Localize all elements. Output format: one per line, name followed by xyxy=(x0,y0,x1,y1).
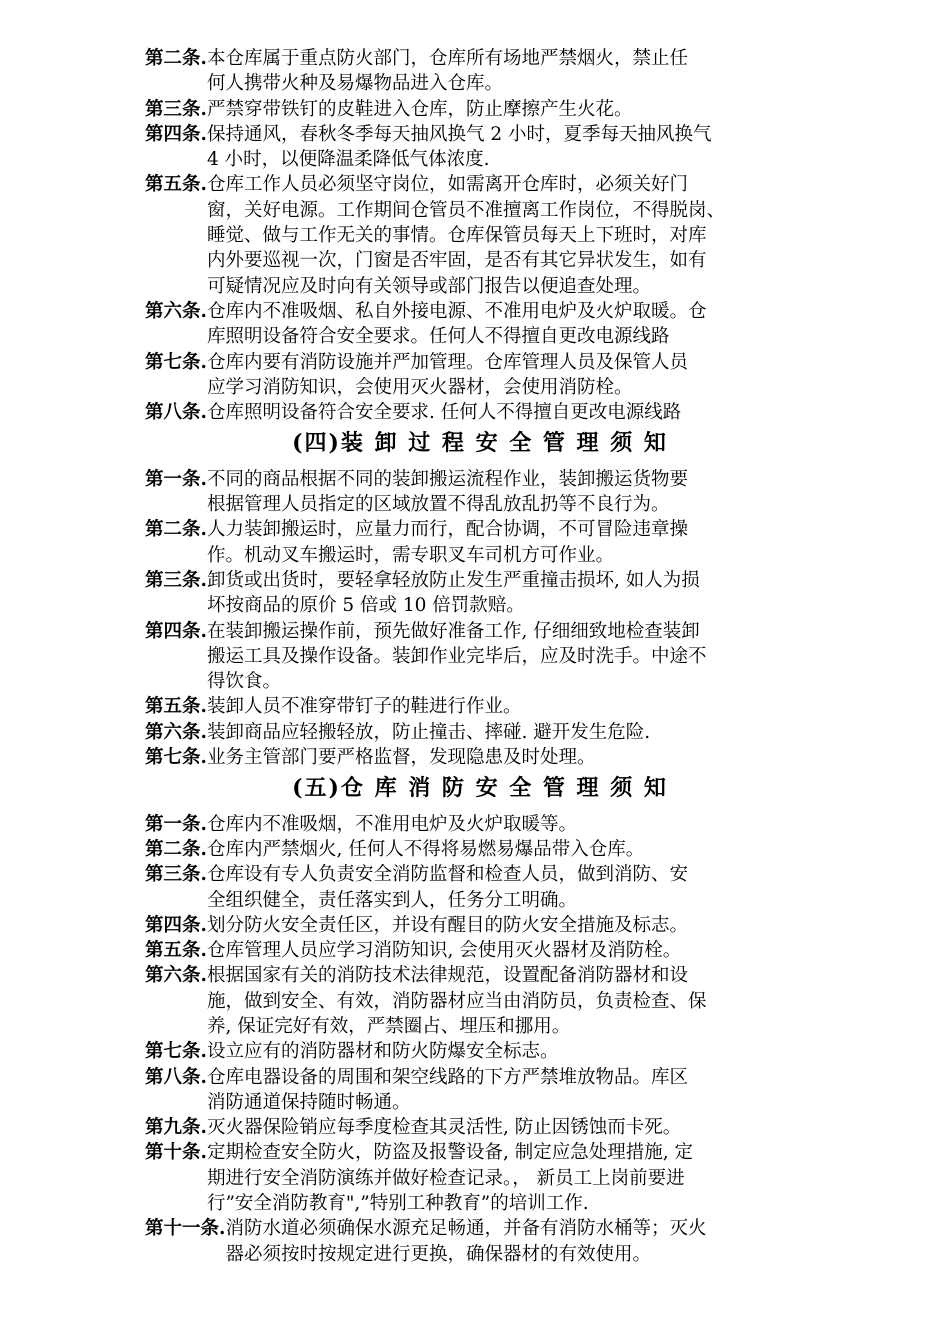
article xyxy=(145,720,815,745)
article-line: 仓库电器设备的周围和架空线路的下方严禁堆放物品。库区 xyxy=(206,1066,688,1088)
article-line: 不同的商品根据不同的装卸搬运流程作业，装卸搬运货物要 xyxy=(206,468,688,490)
article-label: 第六条. xyxy=(145,300,207,322)
article xyxy=(145,122,815,173)
article xyxy=(145,619,815,695)
article-label: 第二条. xyxy=(145,519,207,541)
article xyxy=(145,862,815,913)
article-line: 施，做到安全、有效，消防器材应当由消防员，负责检查、保 xyxy=(206,990,707,1012)
article-text xyxy=(207,837,815,862)
article xyxy=(145,963,815,1039)
article-text xyxy=(207,568,815,619)
article-label: 第十条. xyxy=(145,1142,207,1164)
article-text xyxy=(225,1216,815,1267)
article xyxy=(145,1216,815,1267)
article-line: 设立应有的消防器材和防火防爆安全标志。 xyxy=(206,1041,559,1063)
article-line: 全组织健全，责任落实到人，任务分工明确。 xyxy=(206,889,577,911)
article-line: 仓库内要有消防设施并严加管理。仓库管理人员及保管人员 xyxy=(206,351,688,373)
article-label: 第六条. xyxy=(145,721,207,743)
article-line: 何人携带火种及易爆物品进入仓库。 xyxy=(206,73,503,95)
article-line: 搬运工具及操作设备。装卸作业完毕后，应及时洗手。中途不 xyxy=(206,645,707,667)
article-line: 睡觉、做与工作无关的事情。仓库保管员每天上下班时，对库 xyxy=(206,225,707,247)
article-label: 第四条. xyxy=(145,914,207,936)
article-label: 第八条. xyxy=(145,402,207,424)
article-text xyxy=(207,1039,815,1064)
section xyxy=(145,425,815,770)
article-line: 业务主管部门要严格监督，发现隐患及时处理。 xyxy=(206,747,596,769)
article-text xyxy=(207,1140,815,1216)
article xyxy=(145,1039,815,1064)
article-label: 第四条. xyxy=(145,123,207,145)
article-label: 第五条. xyxy=(145,696,207,718)
article-line: 灭火器保险销应每季度检查其灵活性, 防止因锈蚀而卡死。 xyxy=(206,1117,682,1139)
article-line: 定期检查安全防火，防盗及报警设备, 制定应急处理措施, 定 xyxy=(206,1142,693,1164)
article-line: 消防水道必须确保水源充足畅通，并备有消防水桶等；灭火 xyxy=(225,1218,707,1240)
article xyxy=(145,694,815,719)
article-label: 第五条. xyxy=(145,174,207,196)
article-text xyxy=(207,694,815,719)
article xyxy=(145,913,815,938)
article-label: 第七条. xyxy=(145,747,207,769)
article-line: 装卸人员不准穿带钉子的鞋进行作业。 xyxy=(206,696,522,718)
article-text xyxy=(207,938,815,963)
article-text xyxy=(207,862,815,913)
article xyxy=(145,745,815,770)
article-line: 4 小时，以便降温柔降低气体浓度. xyxy=(206,149,490,171)
article-text xyxy=(207,745,815,770)
article xyxy=(145,1115,815,1140)
article-label: 第一条. xyxy=(145,468,207,490)
article-line: 保持通风，春秋冬季每天抽风换气 2 小时，夏季每天抽风换气 xyxy=(206,123,712,145)
article-text xyxy=(207,299,815,350)
article-line: 内外要巡视一次，门窗是否牢固，是否有其它异状发生，如有 xyxy=(206,250,707,272)
article-line: 卸货或出货时，要轻拿轻放防止发生严重撞击损坏, 如人为损 xyxy=(206,569,700,591)
article xyxy=(145,568,815,619)
article-line: 作。机动叉车搬运时，需专职叉车司机方可作业。 xyxy=(206,544,614,566)
article-text xyxy=(207,619,815,695)
article-text xyxy=(207,812,815,837)
article-line: 消防通道保持随时畅通。 xyxy=(206,1091,411,1113)
article-line: 本仓库属于重点防火部门，仓库所有场地严禁烟火，禁止任 xyxy=(206,48,688,69)
article-text xyxy=(207,517,815,568)
article-text xyxy=(207,720,815,745)
article-label: 第五条. xyxy=(145,940,207,962)
article xyxy=(145,1065,815,1116)
article xyxy=(145,837,815,862)
article-label: 第八条. xyxy=(145,1066,207,1088)
section-heading: (五)仓 库 消 防 安 全 管 理 须 知 xyxy=(292,775,668,802)
article xyxy=(145,97,815,122)
article xyxy=(145,46,815,97)
article-label: 第七条. xyxy=(145,1041,207,1063)
article-line: 装卸商品应轻搬轻放，防止撞击、摔碰. 避开发生危险. xyxy=(206,721,651,743)
article-line: 窗，关好电源。工作期间仓管员不准擅离工作岗位，不得脱岗、 xyxy=(206,199,725,221)
article-line: 坏按商品的原价 5 倍或 10 倍罚款赔。 xyxy=(206,595,525,617)
article-label: 第九条. xyxy=(145,1117,207,1139)
article-line: 仓库工作人员必须坚守岗位，如需离开仓库时，必须关好门 xyxy=(206,174,688,196)
article-text xyxy=(207,46,815,97)
article-line: 仓库设有专人负责安全消防监督和检查人员，做到消防、安 xyxy=(206,864,688,886)
article-text xyxy=(207,350,815,401)
article-line: 应学习消防知识，会使用灭火器材，会使用消防栓。 xyxy=(206,376,633,398)
article-line: 仓库内不准吸烟、私自外接电源、不准用电炉及火炉取暖。仓 xyxy=(206,300,707,322)
section-heading: (四)装 卸 过 程 安 全 管 理 须 知 xyxy=(292,430,668,457)
article xyxy=(145,812,815,837)
article-text xyxy=(207,963,815,1039)
article-line: 器必须按时按规定进行更换，确保器材的有效使用。 xyxy=(225,1243,651,1265)
article-text xyxy=(207,122,815,173)
article-line: 严禁穿带铁钉的皮鞋进入仓库，防止摩擦产生火花。 xyxy=(206,98,633,120)
article-label: 第十一条. xyxy=(145,1218,226,1240)
article-line: 期进行安全消防演练并做好检查记录。， 新员工上岗前要进 xyxy=(206,1167,685,1189)
article-label: 第三条. xyxy=(145,864,207,886)
article-line: 根据国家有关的消防技术法律规范，设置配备消防器材和设 xyxy=(206,965,688,987)
article-label: 第七条. xyxy=(145,351,207,373)
article-text xyxy=(207,467,815,518)
article-text xyxy=(207,1065,815,1116)
article-line: 仓库内严禁烟火, 任何人不得将易燃易爆品带入仓库。 xyxy=(206,838,645,860)
article-label: 第二条. xyxy=(145,838,207,860)
article-line: 行”安全消防教育",”特别工种教育”的培训工作. xyxy=(206,1193,589,1215)
article xyxy=(145,299,815,350)
section xyxy=(145,770,815,1267)
article-line: 仓库照明设备符合安全要求. 任何人不得擅自更改电源线路 xyxy=(206,402,682,424)
article xyxy=(145,467,815,518)
article-label: 第三条. xyxy=(145,569,207,591)
article xyxy=(145,938,815,963)
article-line: 在装卸搬运操作前，预先做好准备工作, 仔细细致地检查装卸 xyxy=(206,620,700,642)
article-text xyxy=(207,1115,815,1140)
article-line: 可疑情况应及时向有关领导或部门报告以便追查处理。 xyxy=(206,275,651,297)
article-text xyxy=(207,97,815,122)
article-text xyxy=(207,400,815,425)
article-line: 根据管理人员指定的区域放置不得乱放乱扔等不良行为。 xyxy=(206,494,670,516)
document-body xyxy=(145,46,815,1267)
article xyxy=(145,1140,815,1216)
article-line: 人力装卸搬运时，应量力而行，配合协调，不可冒险违章操 xyxy=(206,519,688,541)
article xyxy=(145,517,815,568)
article-label: 第二条. xyxy=(145,48,207,69)
article-line: 划分防火安全责任区，并设有醒目的防火安全措施及标志。 xyxy=(206,914,688,936)
article-label: 第三条. xyxy=(145,98,207,120)
article-text xyxy=(207,913,815,938)
section xyxy=(145,46,815,425)
article-label: 第六条. xyxy=(145,965,207,987)
article-label: 第四条. xyxy=(145,620,207,642)
article-text xyxy=(207,172,815,298)
article-line: 库照明设备符合安全要求。任何人不得擅自更改电源线路 xyxy=(206,326,670,348)
article-label: 第一条. xyxy=(145,813,207,835)
article-line: 仓库内不准吸烟，不准用电炉及火炉取暖等。 xyxy=(206,813,577,835)
article xyxy=(145,400,815,425)
article xyxy=(145,172,815,298)
article-line: 仓库管理人员应学习消防知识, 会使用灭火器材及消防栓。 xyxy=(206,940,682,962)
article-line: 得饮食。 xyxy=(206,671,281,693)
article xyxy=(145,350,815,401)
article-line: 养, 保证完好有效，严禁圈占、埋压和挪用。 xyxy=(206,1015,571,1037)
